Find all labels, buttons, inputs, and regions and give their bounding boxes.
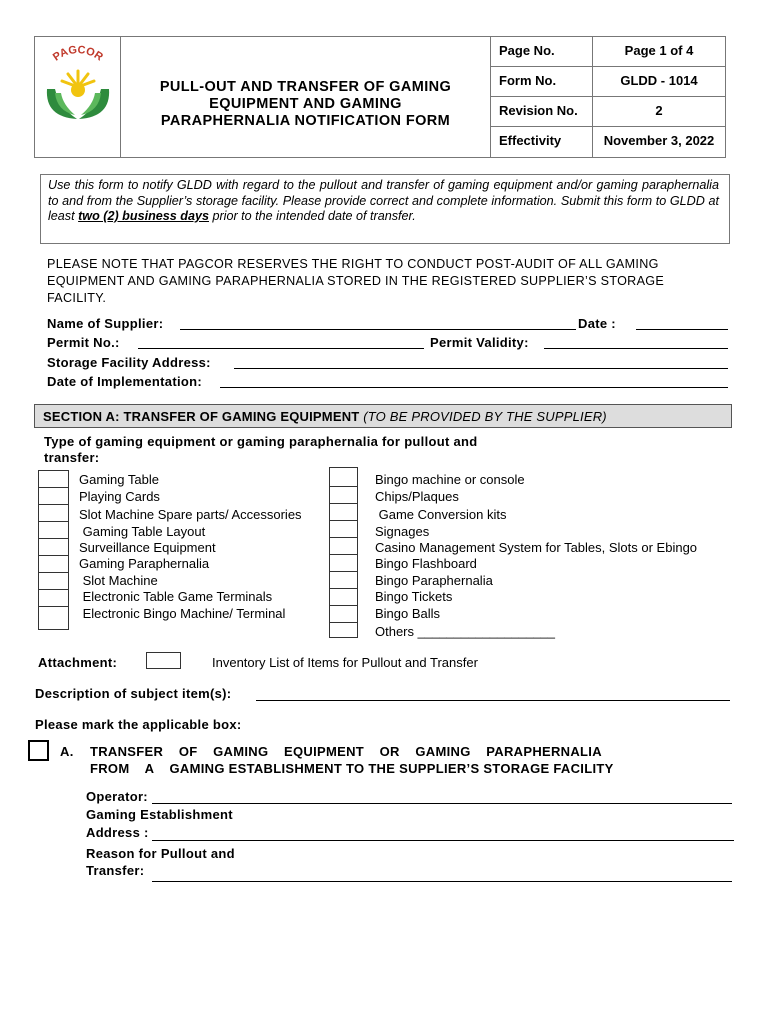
section-a-subtitle: (TO BE PROVIDED BY THE SUPPLIER) (363, 409, 607, 424)
checkbox-slot-spare-parts[interactable] (38, 504, 69, 522)
title-line-3: PARAPHERNALIA NOTIFICATION FORM (160, 112, 451, 129)
checkbox-bingo-flashboard[interactable] (329, 554, 358, 572)
checkbox-playing-cards[interactable] (38, 487, 69, 505)
logo-cell (35, 37, 121, 157)
equipment-type-label-line1: Type of gaming equipment or gaming paraphernalia for pullout and (44, 434, 478, 449)
description-label: Description of subject item(s): (35, 686, 232, 701)
reason-label-line2: Transfer: (86, 863, 145, 878)
form-title (121, 37, 491, 157)
storage-address-field[interactable] (234, 368, 728, 369)
svg-text:PAGCOR: PAGCOR (50, 44, 106, 64)
description-field[interactable] (256, 700, 730, 701)
permit-no-field[interactable] (138, 348, 424, 349)
item-label: Casino Management System for Tables, Slots or Ebingo (375, 540, 698, 555)
checkbox-gaming-table-layout[interactable] (38, 521, 69, 539)
item-label: Surveillance Equipment (79, 540, 216, 555)
attachment-text: Inventory List of Items for Pullout and Transfer (212, 655, 478, 670)
operator-field[interactable] (152, 803, 732, 804)
checkbox-signages[interactable] (329, 520, 358, 538)
checkbox-bingo-balls[interactable] (329, 605, 358, 623)
checkbox-option-a[interactable] (28, 740, 49, 761)
option-a-line1: TRANSFER OF GAMING EQUIPMENT OR GAMING PARAPHERNALIA (90, 744, 602, 759)
meta-row-revision-no (491, 97, 725, 127)
checkbox-attachment[interactable] (146, 652, 181, 669)
address-label: Address : (86, 825, 149, 840)
attachment-label: Attachment: (38, 655, 118, 670)
mark-box-label: Please mark the applicable box: (35, 717, 242, 732)
meta-label: Effectivity (491, 127, 593, 157)
item-label: Bingo Flashboard (375, 556, 477, 571)
checkbox-chips-plaques[interactable] (329, 486, 358, 504)
checkbox-gaming-table[interactable] (38, 470, 69, 488)
gaming-establishment-label: Gaming Establishment (86, 807, 233, 822)
item-label: Bingo Paraphernalia (375, 573, 493, 588)
checkbox-electronic-table-game[interactable] (38, 589, 69, 607)
permit-validity-field[interactable] (544, 348, 728, 349)
meta-row-effectivity (491, 127, 725, 157)
item-label: Electronic Bingo Machine/ Terminal (79, 606, 286, 621)
item-label: Gaming Paraphernalia (79, 556, 210, 571)
implementation-date-label: Date of Implementation: (47, 374, 202, 389)
option-a-line2: FROM A GAMING ESTABLISHMENT TO THE SUPPLIER’S STORAGE FACILITY (90, 761, 614, 776)
title-line-2: EQUIPMENT AND GAMING (209, 95, 402, 112)
item-label: Bingo machine or console (375, 472, 525, 487)
checkbox-electronic-bingo-machine[interactable] (38, 606, 69, 630)
checkbox-game-conversion-kits[interactable] (329, 503, 358, 521)
checkbox-bingo-tickets[interactable] (329, 588, 358, 606)
meta-label: Page No. (491, 37, 593, 66)
checkbox-surveillance-equipment[interactable] (38, 538, 69, 556)
meta-label: Revision No. (491, 97, 593, 126)
item-label: Slot Machine (79, 573, 158, 588)
storage-address-label: Storage Facility Address: (47, 355, 211, 370)
meta-value: Page 1 of 4 (624, 43, 694, 58)
instructions-emphasis: two (2) business days (78, 209, 209, 224)
meta-value: November 3, 2022 (603, 133, 715, 148)
equipment-type-label (44, 434, 478, 466)
reason-field[interactable] (152, 881, 732, 882)
checkbox-bingo-paraphernalia[interactable] (329, 571, 358, 589)
implementation-date-field[interactable] (220, 387, 728, 388)
supplier-label: Name of Supplier: (47, 316, 164, 331)
checkbox-casino-management-system[interactable] (329, 537, 358, 555)
operator-label: Operator: (86, 789, 148, 804)
reason-label-line1: Reason for Pullout and (86, 846, 235, 861)
checkbox-gaming-paraphernalia[interactable] (38, 555, 69, 573)
audit-notice: PLEASE NOTE THAT PAGCOR RESERVES THE RIGHT TO CONDUCT POST-AUDIT OF ALL GAMING EQUIPMENT AND GAMING PARAPHERNALIA STORED IN THE REGISTERED SUPPLIER’S STORAGE FACILITY. (47, 257, 665, 305)
item-label: Game Conversion kits (375, 507, 507, 522)
checkbox-others[interactable] (329, 622, 358, 638)
meta-value: GLDD - 1014 (620, 73, 698, 88)
section-a-title: SECTION A: TRANSFER OF GAMING EQUIPMENT (43, 409, 360, 424)
checkbox-bingo-machine[interactable] (329, 467, 358, 487)
instructions-text: Use this form to notify GLDD with regard to the pullout and transfer of gaming equipment and/or gaming paraphernalia to and from the Supplier’s storage facility. Please provide correct and complete information. Submit this form to GLDD at least (48, 178, 719, 224)
meta-row-form-no (491, 67, 725, 97)
pagcor-logo (35, 37, 121, 157)
supplier-field[interactable] (180, 329, 576, 330)
checkbox-slot-machine[interactable] (38, 572, 69, 590)
instructions-text-end: prior to the intended date of transfer. (208, 209, 416, 224)
others-field[interactable]: Others ___________________ (375, 624, 555, 639)
item-label: Signages (375, 524, 430, 539)
meta-value: 2 (655, 103, 663, 118)
item-label: Bingo Balls (375, 606, 441, 621)
item-label: Electronic Table Game Terminals (79, 589, 273, 604)
item-label: Gaming Table Layout (79, 524, 206, 539)
instructions-box (40, 174, 730, 244)
meta-label: Form No. (491, 67, 593, 96)
date-label: Date : (578, 316, 616, 331)
item-label: Bingo Tickets (375, 589, 453, 604)
date-field[interactable] (636, 329, 728, 330)
address-field[interactable] (152, 840, 734, 841)
equipment-type-label-line2: transfer: (44, 450, 100, 465)
item-label: Playing Cards (79, 489, 160, 504)
permit-validity-label: Permit Validity: (430, 335, 529, 350)
item-label: Slot Machine Spare parts/ Accessories (79, 507, 302, 522)
item-label: Chips/Plaques (375, 489, 459, 504)
option-a-letter: A. (60, 744, 74, 759)
form-header (34, 36, 726, 158)
meta-row-page-no (491, 37, 725, 67)
item-label: Gaming Table (79, 472, 159, 487)
title-line-1: PULL-OUT AND TRANSFER OF GAMING (159, 78, 452, 95)
permit-no-label: Permit No.: (47, 335, 120, 350)
section-a-header (34, 404, 732, 428)
